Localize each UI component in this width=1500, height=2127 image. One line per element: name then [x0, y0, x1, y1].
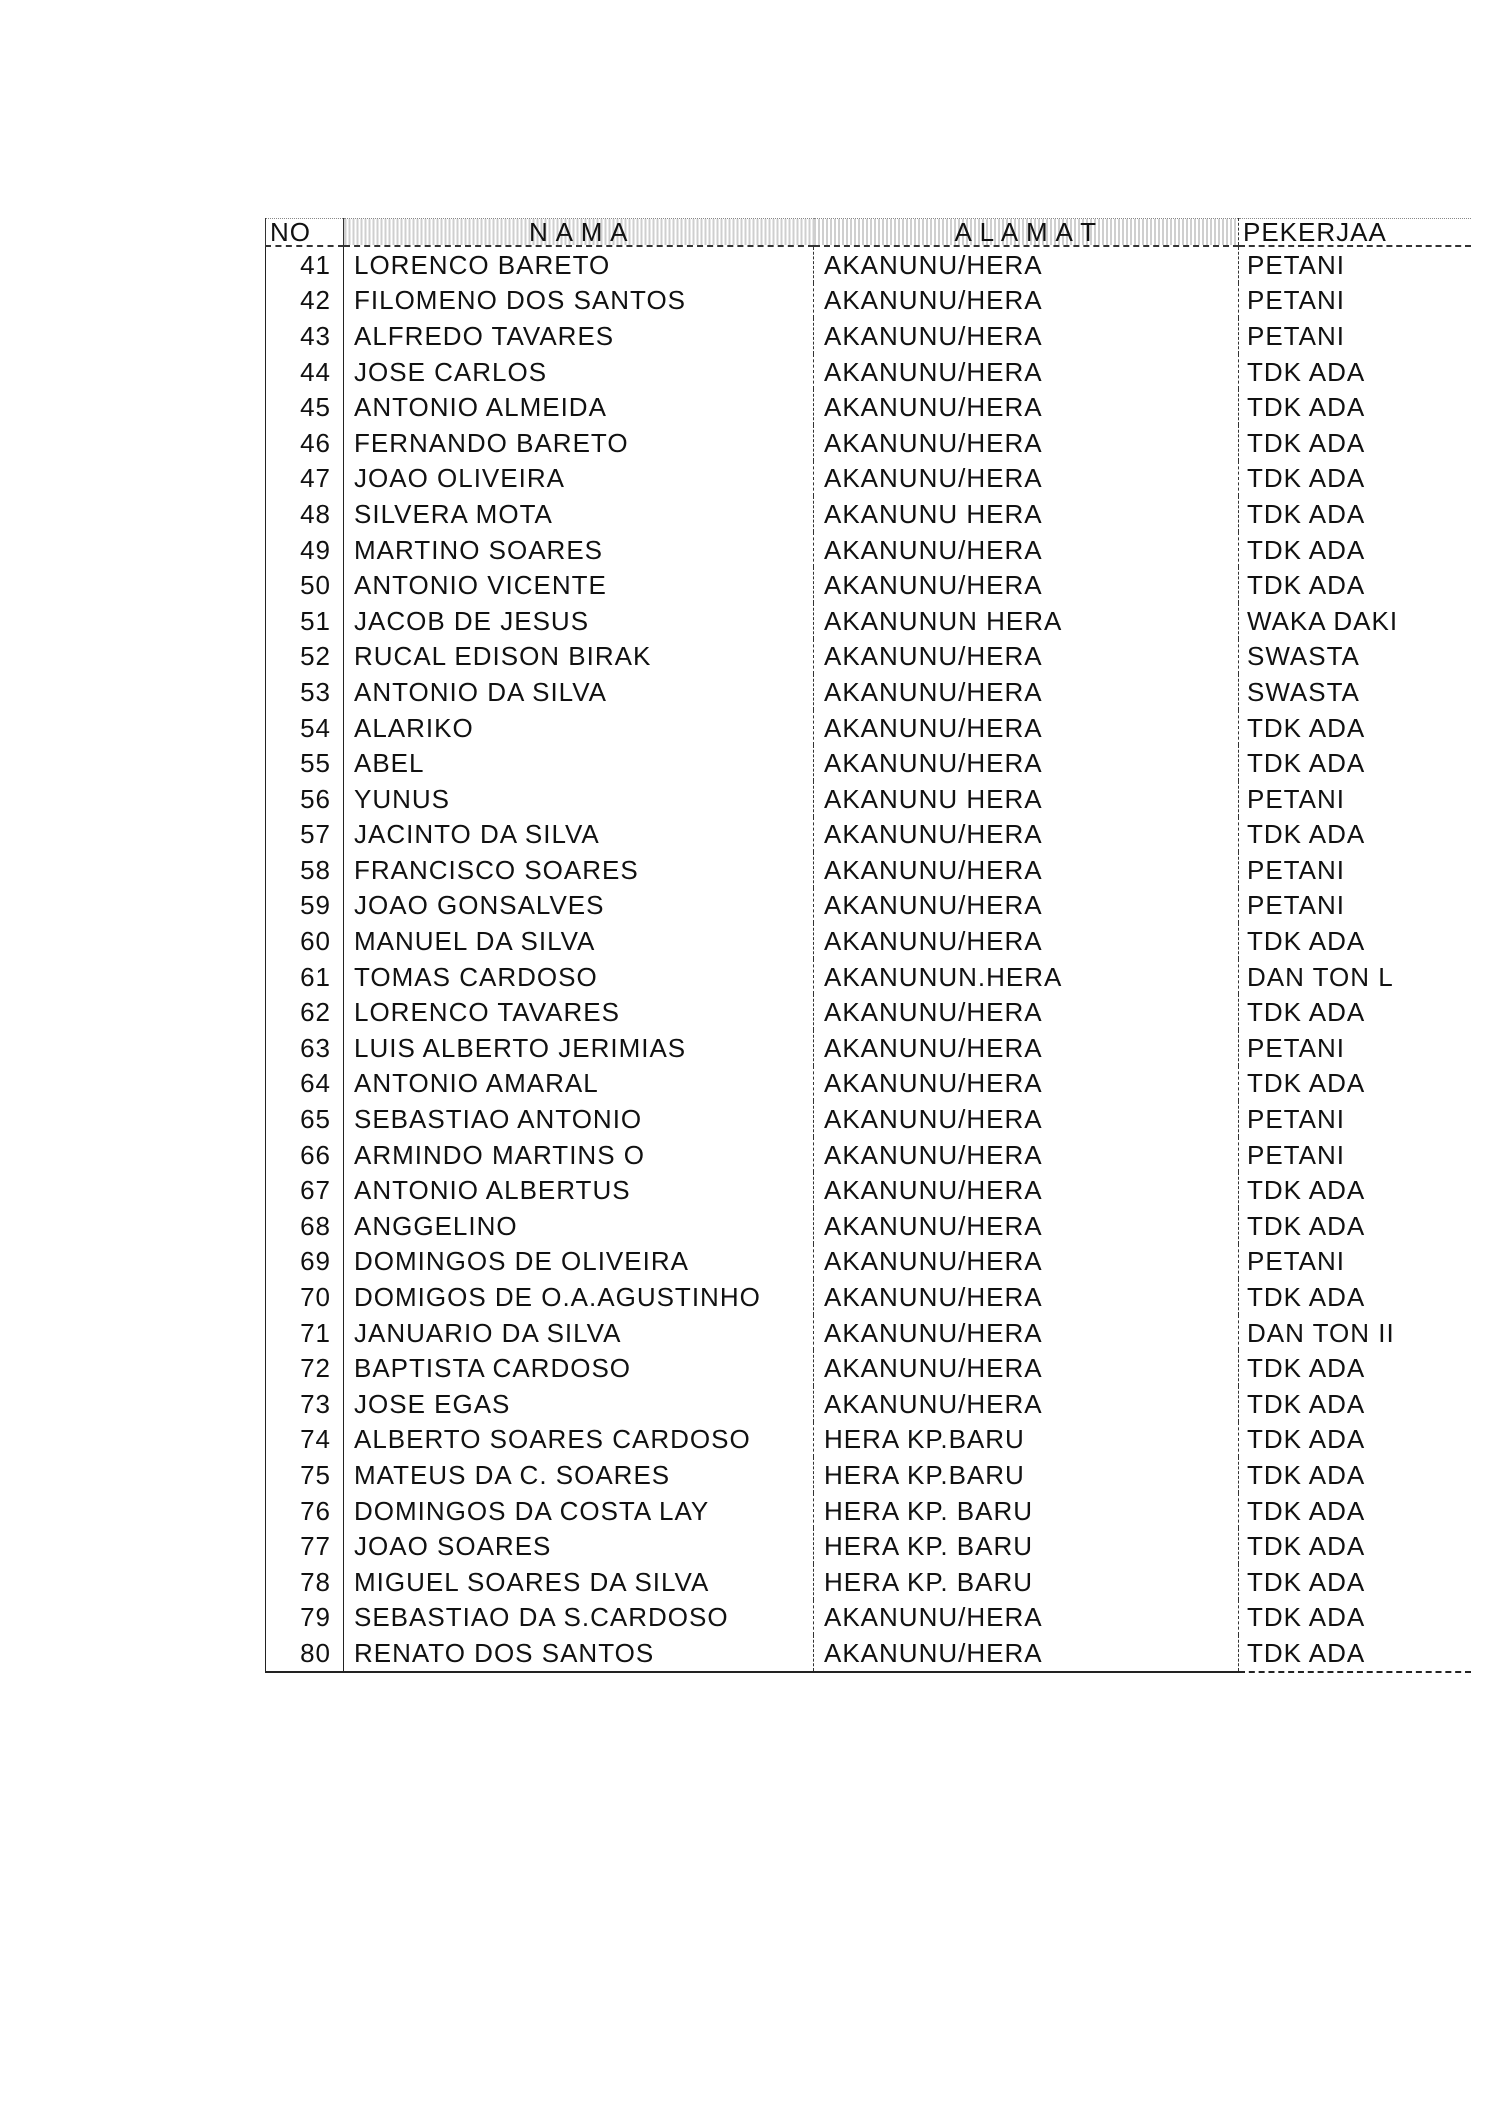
cell-no: 61 — [266, 959, 344, 995]
cell-nama: FRANCISCO SOARES — [344, 852, 814, 888]
cell-nama: LORENCO TAVARES — [344, 994, 814, 1030]
cell-pekerjaan: TDK ADA — [1247, 1175, 1366, 1206]
cell-no: 45 — [266, 389, 344, 425]
cell-nama: MANUEL DA SILVA — [344, 923, 814, 959]
table-row — [266, 710, 1471, 746]
cell-alamat: AKANUNU/HERA — [814, 852, 1239, 888]
cell-no: 68 — [266, 1208, 344, 1244]
cell-nama: JOSE CARLOS — [344, 354, 814, 390]
cell-alamat: HERA KP. BARU — [814, 1564, 1239, 1600]
cell-nama: JOAO GONSALVES — [344, 888, 814, 924]
header-nama: N A M A — [344, 219, 814, 247]
cell-nama: ANTONIO ALMEIDA — [344, 389, 814, 425]
cell-pekerjaan: SWASTA — [1247, 641, 1360, 672]
header-no: NO — [266, 219, 344, 247]
cell-nama: DOMINGOS DE OLIVEIRA — [344, 1244, 814, 1280]
cell-nama: ANTONIO VICENTE — [344, 567, 814, 603]
table-row — [266, 354, 1471, 390]
cell-no: 47 — [266, 461, 344, 497]
cell-pekerjaan: TDK ADA — [1247, 1566, 1366, 1597]
table-row — [266, 852, 1471, 888]
cell-pekerjaan: TDK ADA — [1247, 1388, 1366, 1419]
table-row — [266, 246, 1471, 283]
table-row — [266, 888, 1471, 924]
table-row — [266, 283, 1471, 319]
cell-pekerjaan: TDK ADA — [1247, 819, 1366, 850]
cell-pekerjaan: WAKA DAKI — [1247, 605, 1399, 636]
cell-alamat: AKANUNU/HERA — [814, 283, 1239, 319]
cell-nama: JOAO SOARES — [344, 1528, 814, 1564]
cell-nama: LORENCO BARETO — [344, 246, 814, 283]
table-row — [266, 781, 1471, 817]
cell-nama: SEBASTIAO DA S.CARDOSO — [344, 1600, 814, 1636]
cell-pekerjaan: TDK ADA — [1247, 356, 1366, 387]
cell-pekerjaan: TDK ADA — [1247, 997, 1366, 1028]
table-row — [266, 1208, 1471, 1244]
cell-pekerjaan: PETANI — [1247, 285, 1345, 316]
header-pekerjaan: PEKERJAA — [1239, 219, 1471, 247]
cell-pekerjaan: PETANI — [1247, 854, 1345, 885]
cell-pekerjaan: SWASTA — [1247, 676, 1360, 707]
cell-no: 46 — [266, 425, 344, 461]
cell-pekerjaan: TDK ADA — [1247, 570, 1366, 601]
cell-alamat: AKANUNU/HERA — [814, 389, 1239, 425]
cell-pekerjaan: TDK ADA — [1239, 1635, 1471, 1672]
cell-alamat: AKANUNU/HERA — [814, 567, 1239, 603]
cell-no: 59 — [266, 888, 344, 924]
table-row — [266, 674, 1471, 710]
cell-no: 57 — [266, 817, 344, 853]
cell-pekerjaan: PETANI — [1247, 1246, 1345, 1277]
cell-nama: BAPTISTA CARDOSO — [344, 1350, 814, 1386]
cell-alamat: AKANUNU/HERA — [814, 1030, 1239, 1066]
cell-nama: SILVERA MOTA — [344, 496, 814, 532]
cell-alamat: HERA KP. BARU — [814, 1528, 1239, 1564]
cell-alamat: AKANUNU/HERA — [814, 994, 1239, 1030]
cell-pekerjaan: PETANI — [1239, 246, 1471, 283]
table-row — [266, 496, 1471, 532]
table-row — [266, 1564, 1471, 1600]
table-row — [266, 1528, 1471, 1564]
cell-alamat: AKANUNU/HERA — [814, 1350, 1239, 1386]
cell-alamat: AKANUNU/HERA — [814, 1101, 1239, 1137]
cell-no: 65 — [266, 1101, 344, 1137]
cell-nama: LUIS ALBERTO JERIMIAS — [344, 1030, 814, 1066]
table-row — [266, 1493, 1471, 1529]
table-row — [266, 532, 1471, 568]
table-row — [266, 1457, 1471, 1493]
cell-pekerjaan: TDK ADA — [1247, 1602, 1366, 1633]
cell-alamat: AKANUNU HERA — [814, 781, 1239, 817]
cell-no: 49 — [266, 532, 344, 568]
cell-pekerjaan: PETANI — [1247, 890, 1345, 921]
cell-no: 79 — [266, 1600, 344, 1636]
cell-pekerjaan: PETANI — [1247, 1032, 1345, 1063]
table-row — [266, 1066, 1471, 1102]
table-row — [266, 1101, 1471, 1137]
cell-alamat: AKANUNUN.HERA — [814, 959, 1239, 995]
cell-pekerjaan: PETANI — [1247, 1104, 1345, 1135]
cell-alamat: AKANUNU/HERA — [814, 246, 1239, 283]
cell-no: 74 — [266, 1422, 344, 1458]
cell-pekerjaan: TDK ADA — [1247, 1282, 1366, 1313]
cell-no: 71 — [266, 1315, 344, 1351]
cell-no: 56 — [266, 781, 344, 817]
cell-no: 70 — [266, 1279, 344, 1315]
cell-pekerjaan: PETANI — [1247, 1139, 1345, 1170]
cell-pekerjaan: TDK ADA — [1247, 1459, 1366, 1490]
cell-no: 64 — [266, 1066, 344, 1102]
cell-no: 53 — [266, 674, 344, 710]
cell-alamat: AKANUNU/HERA — [814, 817, 1239, 853]
cell-pekerjaan: TDK ADA — [1247, 463, 1366, 494]
cell-alamat: AKANUNU/HERA — [814, 318, 1239, 354]
table-row — [266, 389, 1471, 425]
cell-no: 44 — [266, 354, 344, 390]
cell-alamat: AKANUNU/HERA — [814, 1066, 1239, 1102]
cell-no: 77 — [266, 1528, 344, 1564]
cell-alamat: AKANUNU/HERA — [814, 425, 1239, 461]
cell-no: 41 — [266, 246, 344, 283]
table-row — [266, 1172, 1471, 1208]
cell-pekerjaan: TDK ADA — [1247, 1353, 1366, 1384]
cell-nama: RUCAL EDISON BIRAK — [344, 639, 814, 675]
cell-alamat: AKANUNU/HERA — [814, 674, 1239, 710]
cell-alamat: AKANUNU/HERA — [814, 461, 1239, 497]
cell-alamat: AKANUNUN HERA — [814, 603, 1239, 639]
cell-no: 48 — [266, 496, 344, 532]
table-row — [266, 567, 1471, 603]
cell-no: 78 — [266, 1564, 344, 1600]
cell-nama: ALARIKO — [344, 710, 814, 746]
table-row — [266, 1600, 1471, 1636]
cell-nama: FILOMENO DOS SANTOS — [344, 283, 814, 319]
cell-nama: MIGUEL SOARES DA SILVA — [344, 1564, 814, 1600]
table-row — [266, 745, 1471, 781]
table-row — [266, 994, 1471, 1030]
cell-no: 43 — [266, 318, 344, 354]
cell-pekerjaan: TDK ADA — [1247, 1424, 1366, 1455]
table-row — [266, 603, 1471, 639]
table-row — [266, 923, 1471, 959]
table-row — [266, 959, 1471, 995]
cell-alamat: AKANUNU/HERA — [814, 710, 1239, 746]
cell-nama: ANGGELINO — [344, 1208, 814, 1244]
table-row — [266, 1137, 1471, 1173]
cell-no: 67 — [266, 1172, 344, 1208]
cell-alamat: AKANUNU/HERA — [814, 888, 1239, 924]
cell-no: 52 — [266, 639, 344, 675]
cell-no: 66 — [266, 1137, 344, 1173]
cell-no: 69 — [266, 1244, 344, 1280]
cell-alamat: AKANUNU HERA — [814, 496, 1239, 532]
cell-nama: MATEUS DA C. SOARES — [344, 1457, 814, 1493]
table-header — [266, 219, 1471, 247]
cell-pekerjaan: TDK ADA — [1247, 748, 1366, 779]
cell-pekerjaan: PETANI — [1247, 320, 1345, 351]
table-row — [266, 1030, 1471, 1066]
cell-alamat: AKANUNU/HERA — [814, 923, 1239, 959]
cell-nama: ANTONIO AMARAL — [344, 1066, 814, 1102]
cell-nama: ABEL — [344, 745, 814, 781]
cell-alamat: AKANUNU/HERA — [814, 745, 1239, 781]
cell-alamat: AKANUNU/HERA — [814, 1600, 1239, 1636]
header-row — [266, 219, 1471, 247]
table-body — [266, 246, 1471, 1672]
cell-alamat: AKANUNU/HERA — [814, 532, 1239, 568]
cell-alamat: AKANUNU/HERA — [814, 1137, 1239, 1173]
cell-nama: ALBERTO SOARES CARDOSO — [344, 1422, 814, 1458]
cell-pekerjaan: DAN TON II — [1247, 1317, 1395, 1348]
cell-pekerjaan: TDK ADA — [1247, 427, 1366, 458]
cell-alamat: HERA KP.BARU — [814, 1422, 1239, 1458]
cell-pekerjaan: TDK ADA — [1247, 498, 1366, 529]
cell-nama: MARTINO SOARES — [344, 532, 814, 568]
cell-no: 73 — [266, 1386, 344, 1422]
cell-nama: ARMINDO MARTINS O — [344, 1137, 814, 1173]
cell-nama: JOSE EGAS — [344, 1386, 814, 1422]
cell-alamat: HERA KP.BARU — [814, 1457, 1239, 1493]
cell-nama: JOAO OLIVEIRA — [344, 461, 814, 497]
cell-nama: ALFREDO TAVARES — [344, 318, 814, 354]
cell-no: 60 — [266, 923, 344, 959]
cell-no: 55 — [266, 745, 344, 781]
cell-alamat: AKANUNU/HERA — [814, 354, 1239, 390]
table-row — [266, 1315, 1471, 1351]
cell-alamat: AKANUNU/HERA — [814, 1386, 1239, 1422]
cell-pekerjaan: TDK ADA — [1247, 926, 1366, 957]
cell-pekerjaan: TDK ADA — [1247, 712, 1366, 743]
cell-nama: ANTONIO DA SILVA — [344, 674, 814, 710]
cell-no: 76 — [266, 1493, 344, 1529]
cell-no: 51 — [266, 603, 344, 639]
header-alamat: A L A M A T — [814, 219, 1239, 247]
table-row — [266, 1350, 1471, 1386]
table-row — [266, 817, 1471, 853]
cell-no: 42 — [266, 283, 344, 319]
cell-pekerjaan: TDK ADA — [1247, 1210, 1366, 1241]
table-row — [266, 1244, 1471, 1280]
cell-alamat: AKANUNU/HERA — [814, 1635, 1239, 1672]
cell-no: 80 — [266, 1635, 344, 1672]
resident-table — [265, 218, 1471, 1673]
cell-pekerjaan: TDK ADA — [1247, 534, 1366, 565]
table-row — [266, 1279, 1471, 1315]
cell-nama: FERNANDO BARETO — [344, 425, 814, 461]
cell-no: 50 — [266, 567, 344, 603]
cell-nama: JANUARIO DA SILVA — [344, 1315, 814, 1351]
cell-alamat: AKANUNU/HERA — [814, 1208, 1239, 1244]
cell-pekerjaan: DAN TON L — [1247, 961, 1394, 992]
cell-nama: DOMINGOS DA COSTA LAY — [344, 1493, 814, 1529]
table-row — [266, 318, 1471, 354]
cell-no: 54 — [266, 710, 344, 746]
table-row — [266, 461, 1471, 497]
cell-alamat: AKANUNU/HERA — [814, 1315, 1239, 1351]
cell-no: 72 — [266, 1350, 344, 1386]
table-row — [266, 425, 1471, 461]
cell-alamat: AKANUNU/HERA — [814, 1172, 1239, 1208]
cell-nama: SEBASTIAO ANTONIO — [344, 1101, 814, 1137]
cell-nama: YUNUS — [344, 781, 814, 817]
cell-nama: DOMIGOS DE O.A.AGUSTINHO — [344, 1279, 814, 1315]
cell-no: 75 — [266, 1457, 344, 1493]
cell-nama: JACOB DE JESUS — [344, 603, 814, 639]
cell-nama: JACINTO DA SILVA — [344, 817, 814, 853]
table-row — [266, 639, 1471, 675]
cell-pekerjaan: TDK ADA — [1247, 392, 1366, 423]
cell-nama: ANTONIO ALBERTUS — [344, 1172, 814, 1208]
cell-nama: TOMAS CARDOSO — [344, 959, 814, 995]
table-row — [266, 1635, 1471, 1672]
table-row — [266, 1422, 1471, 1458]
cell-pekerjaan: TDK ADA — [1247, 1068, 1366, 1099]
cell-pekerjaan: PETANI — [1247, 783, 1345, 814]
cell-alamat: AKANUNU/HERA — [814, 639, 1239, 675]
cell-alamat: HERA KP. BARU — [814, 1493, 1239, 1529]
cell-no: 63 — [266, 1030, 344, 1066]
cell-alamat: AKANUNU/HERA — [814, 1244, 1239, 1280]
cell-no: 62 — [266, 994, 344, 1030]
table-row — [266, 1386, 1471, 1422]
cell-pekerjaan: TDK ADA — [1247, 1531, 1366, 1562]
cell-no: 58 — [266, 852, 344, 888]
cell-pekerjaan: TDK ADA — [1247, 1495, 1366, 1526]
cell-nama: RENATO DOS SANTOS — [344, 1635, 814, 1672]
cell-alamat: AKANUNU/HERA — [814, 1279, 1239, 1315]
